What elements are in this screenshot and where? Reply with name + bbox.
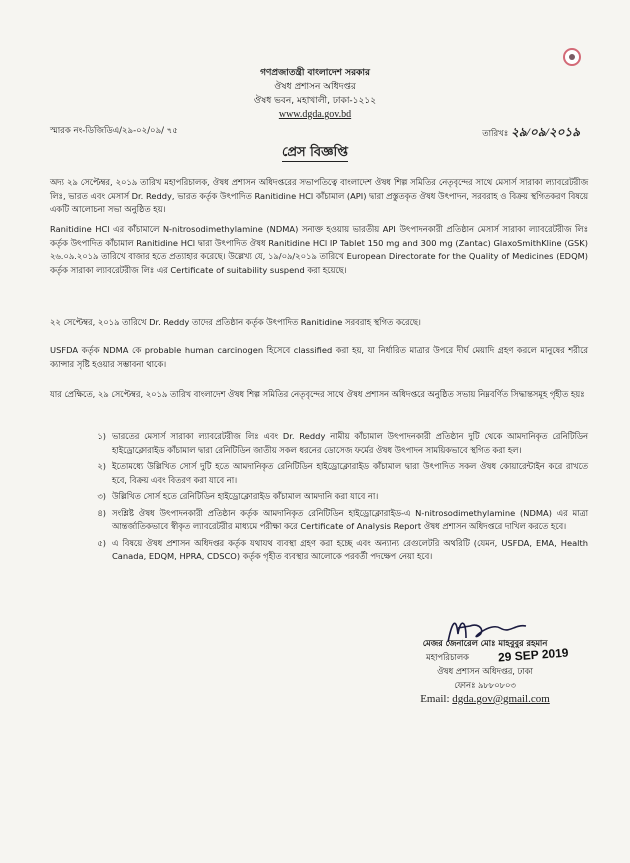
signature-block [380,612,590,706]
list-item-text: ইতোমধ্যে উল্লিখিত সোর্স দুটি হতে আমদানিকৃত রেনিটিডিন হাইড্রোক্লোরাইড কাঁচামাল দ্বারা উৎপাদিত সকল ঔষধ কোয়ারেন্টাইন করে রাখতে হবে, বিক্রয় এবং বিতরণ করা যাবে না। [112,461,588,485]
directorate-name: ঔষধ প্রশাসন অধিদপ্তর [274,82,356,92]
list-item-number: ৩) [97,491,106,501]
list-item-text: সংশ্লিষ্ট ঔষধ উৎপাদনকারী প্রতিষ্ঠান কর্তৃক আমদানিকৃত রেনিটিডিন হাইড্রোক্লোরাইড-এ N-nitrosodimethylamine (NDMA) এর মাত্রা আন্তর্জাতিকভাবে স্বীকৃত ল্যাবরেটরীর মাধ্যমে পরীক্ষা করে Certificate of Analysis Report ঔষধ প্রশাসন অধিদপ্তরে দাখিল করতে হবে। [112,507,588,531]
email-line [380,692,590,706]
list-item-number: ১) [97,431,106,441]
round-seal-icon [563,48,581,66]
page-title [0,143,630,164]
signatory-phone: ফোনঃ ৯৮৮০৮০৩ [454,680,516,690]
date-label: তারিখঃ [482,129,509,139]
date-value: ২৯/০৯/২০১৯ [510,125,580,139]
list-item [88,537,588,564]
website-link[interactable]: www.dgda.gov.bd [278,109,352,120]
signatory-office: ঔষধ প্রশাসন অধিদপ্তর, ঢাকা [437,666,533,676]
list-item-text: উল্লিখিত সোর্স হতে রেনিটিডিন হাইড্রোক্লোরাইড কাঁচামাল আমদানি করা যাবে না। [112,491,379,501]
list-item [88,460,588,487]
decisions-list [88,430,588,567]
paragraph-meeting: অদ্য ২৯ সেপ্টেম্বর, ২০১৯ তারিখ মহাপরিচালক, ঔষধ প্রশাসন অধিদপ্তরের সভাপতিত্বে বাংলাদেশ ঔষধ শিল্প সমিতির নেতৃবৃন্দের সাথে মেসার্স সারাকা ল্যাবরেটরীজ লিঃ, ভারত এবং মেসার্স Dr. Reddy, ভারত কর্তৃক উৎপাদিত Ranitidine HCl কাঁচামাল (API) দ্বারা প্রস্তুতকৃত ঔষধ উৎপাদন, সরবরাহ ও বিক্রয় স্থগিতকরণ বিষয়ে একটি আলোচনা সভা অনুষ্ঠিত হয়। [50,177,588,214]
government-name: গণপ্রজাতন্ত্রী বাংলাদেশ সরকার [260,68,370,78]
received-date-stamp: 29 SEP 2019 [497,645,569,665]
list-item [88,490,588,504]
paragraph-usfda: USFDA কর্তৃক NDMA কে probable human carcinogen হিসেবে classified করা হয়, যা নির্ধারিত মাত্রার উপরে দীর্ঘ মেয়াদি গ্রহণ করলে মানুষের শরীরে ক্যান্সার সৃষ্টি হওয়ার সম্ভাবনা থাকে। [50,345,588,369]
signatory-name: মেজর জেনারেল মোঃ মাহবুবুর রহমান [422,638,548,648]
title-text: প্রেস বিজ্ঞপ্তি [282,145,348,160]
list-item-number: ৫) [97,537,106,548]
list-item-text: এ বিষয়ে ঔষধ প্রশাসন অধিদপ্তর কর্তৃক যথাযথ ব্যবস্থা গ্রহণ করা হচ্ছে এবং অন্যান্য রেগুলেটরি অথরিটি (যেমন, USFDA, EMA, Health Canada, EDQM, HPRA, CDSCO) কর্তৃক গৃহীত ব্যবস্থার আলোকে পরবর্তী পদক্ষেপ নেয়া হবে। [112,537,588,561]
list-item-number: ৪) [97,507,106,518]
date-block [482,124,580,144]
list-item-number: ২) [97,461,106,471]
list-item [88,507,588,534]
office-address: ঔষধ ভবন, মহাখালী, ঢাকা-১২১২ [253,96,377,106]
email-label: Email: [420,693,450,705]
list-item [88,430,588,457]
paragraph-dr-reddy: ২২ সেপ্টেম্বর, ২০১৯ তারিখে Dr. Reddy তাদের প্রতিষ্ঠান কর্তৃক উৎপাদিত Ranitidine সরবরাহ স্থগিত করেছে। [50,317,421,327]
memo-number: স্মারক নং-ডিজিডিএ/২৯-০২/০৯/ ৭৫ [50,126,178,136]
email-link[interactable]: dgda.gov@gmail.com [452,693,550,705]
signatory-designation: মহাপরিচালক [426,652,469,662]
list-item-text: ভারতের মেসার্স সারাকা ল্যাবরেটরীজ লিঃ এবং Dr. Reddy নামীয় কাঁচামাল উৎপাদনকারী প্রতিষ্ঠান দুটি থেকে আমদানিকৃত রেনিটিডিন হাইড্রোক্লোরাইড কাঁচামাল দ্বারা রেনিটিডিন জাতীয় সকল ধরনের ডোসেজ ফর্মের ঔষধ উৎপাদন সাময়িকভাবে স্থগিত করা হল। [112,431,589,455]
paragraph-ndma-detection: Ranitidine HCl এর কাঁচামালে N-nitrosodimethylamine (NDMA) সনাক্ত হওয়ায় ভারতীয় API উৎপাদনকারী প্রতিষ্ঠান মেসার্স সারাকা ল্যাবরেটরীজ লিঃ কর্তৃক উৎপাদিত কাঁচামাল Ranitidine HCl দ্বারা উৎপাদিত ঔষধ Ranitidine HCl IP Tablet 150 mg and 300 mg (Zantac) GlaxoSmithKline (GSK) ২৬.০৯.২০১৯ তারিখে বাজার হতে প্রত্যাহার করেছে। উল্লেখ্য যে, ১৯/০৯/২০১৯ তারিখে European Directorate for the Quality of Medicines (EDQM) কর্তৃক সারাকা ল্যাবরেটরীজ লিঃ এর Certificate of suitability suspend করা হয়েছে। [50,224,588,275]
letterhead [0,66,630,122]
paragraph-decisions-intro: যার প্রেক্ষিতে, ২৯ সেপ্টেম্বর, ২০১৯ তারিখ বাংলাদেশ ঔষধ শিল্প সমিতির নেতৃবৃন্দের সাথে ঔষধ প্রশাসন অধিদপ্তরে অনুষ্ঠিত সভায় নিম্নবর্ণিত সিদ্ধান্তসমূহ গৃহীত হয়ঃ [50,389,585,399]
